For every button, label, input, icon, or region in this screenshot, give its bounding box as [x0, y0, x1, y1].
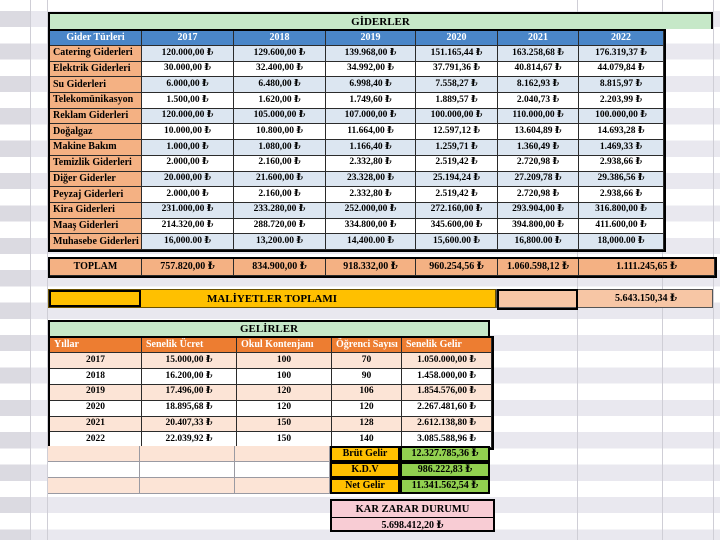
- toplam-value-cell[interactable]: 918.332,00 ₺: [326, 259, 416, 276]
- gelir-header-cell[interactable]: Öğrenci Sayısı: [332, 338, 402, 353]
- gelir-value-cell[interactable]: 100: [237, 369, 332, 385]
- gider-value-cell[interactable]: 29.386,56 ₺: [579, 172, 664, 188]
- gelir-value-cell[interactable]: 70: [332, 353, 402, 369]
- gider-value-cell[interactable]: 288.720,00 ₺: [234, 219, 326, 235]
- gider-value-cell[interactable]: 27.209,78 ₺: [498, 172, 579, 188]
- gider-value-cell[interactable]: 13.604,89 ₺: [498, 124, 579, 140]
- maliyetler-label: MALİYETLER TOPLAMI: [206, 292, 338, 305]
- gider-value-cell[interactable]: 2.160,00 ₺: [234, 187, 326, 203]
- gider-value-cell[interactable]: 21.600,00 ₺: [234, 172, 326, 188]
- toplam-value-cell[interactable]: 1.060.598,12 ₺: [498, 259, 579, 276]
- gider-header-cell[interactable]: Gider Türleri: [50, 31, 142, 46]
- gider-value-cell[interactable]: 110.000,00 ₺: [498, 109, 579, 125]
- giderler-grid: [48, 29, 666, 252]
- sheet-gridline: [30, 0, 31, 540]
- gelir-value-cell[interactable]: 20.407,33 ₺: [142, 417, 237, 433]
- gelir-value-cell[interactable]: 1.854.576,00 ₺: [402, 385, 492, 401]
- gider-value-cell[interactable]: 30.000,00 ₺: [142, 62, 234, 78]
- gider-value-cell[interactable]: 2.938,66 ₺: [579, 187, 664, 203]
- gelir-value-cell[interactable]: 90: [332, 369, 402, 385]
- gelir-header-cell[interactable]: Senelik Gelir: [402, 338, 492, 353]
- empty-cell[interactable]: [235, 462, 330, 478]
- gider-value-cell[interactable]: 18,000.00 ₺: [579, 234, 664, 250]
- gider-value-cell[interactable]: 1.166,40 ₺: [326, 140, 416, 156]
- gider-value-cell[interactable]: 37.791,36 ₺: [416, 62, 498, 78]
- gider-value-cell[interactable]: 13,200.00 ₺: [234, 234, 326, 250]
- gider-value-cell[interactable]: 14.693,28 ₺: [579, 124, 664, 140]
- gider-value-cell[interactable]: 8.162,93 ₺: [498, 77, 579, 93]
- toplam-row: [48, 257, 717, 278]
- gider-value-cell[interactable]: 1.889,57 ₺: [416, 93, 498, 109]
- maliyetler-row: [48, 289, 713, 308]
- gider-value-cell[interactable]: 25.194,24 ₺: [416, 172, 498, 188]
- gelir-value-cell[interactable]: 100: [237, 353, 332, 369]
- gider-value-cell[interactable]: 2.332,80 ₺: [326, 187, 416, 203]
- gelir-year-cell[interactable]: 2020: [50, 401, 142, 417]
- sheet-left-margin: [0, 11, 30, 540]
- gider-value-cell[interactable]: 411.600,00 ₺: [579, 219, 664, 235]
- gider-value-cell[interactable]: 11.664,00 ₺: [326, 124, 416, 140]
- gelir-header-cell[interactable]: Senelik Ücret: [142, 338, 237, 353]
- kar-zarar-value: 5.698.412,20 ₺: [381, 519, 444, 531]
- gider-value-cell[interactable]: 40.814,67 ₺: [498, 62, 579, 78]
- toplam-value-cell[interactable]: 960.254,56 ₺: [416, 259, 498, 276]
- gider-value-cell[interactable]: 2.040,73 ₺: [498, 93, 579, 109]
- gelirler-title: GELİRLER: [239, 323, 299, 335]
- gider-value-cell[interactable]: 2.720,98 ₺: [498, 156, 579, 172]
- maliyetler-value-band[interactable]: [496, 289, 713, 308]
- gider-row-label[interactable]: Telekomünikasyon: [50, 93, 142, 109]
- gider-value-cell[interactable]: 6.998,40 ₺: [326, 77, 416, 93]
- gelir-value-cell[interactable]: 1.050.000,00 ₺: [402, 353, 492, 369]
- summary-value-cell[interactable]: 12.327.785,36 ₺: [400, 446, 490, 462]
- gider-row-label[interactable]: Kira Giderleri: [50, 203, 142, 219]
- gider-value-cell[interactable]: 100.000,00 ₺: [416, 109, 498, 125]
- gider-value-cell[interactable]: 1.500,00 ₺: [142, 93, 234, 109]
- gider-value-cell[interactable]: 2.519,42 ₺: [416, 187, 498, 203]
- gider-row-label[interactable]: Peyzaj Giderleri: [50, 187, 142, 203]
- gelir-year-cell[interactable]: 2018: [50, 369, 142, 385]
- gelir-value-cell[interactable]: 17.496,00 ₺: [142, 385, 237, 401]
- maliyetler-banner[interactable]: [48, 289, 496, 308]
- empty-cell[interactable]: [140, 462, 235, 478]
- gelir-value-cell[interactable]: 106: [332, 385, 402, 401]
- summary-label-cell[interactable]: K.D.V: [330, 462, 400, 478]
- gider-value-cell[interactable]: 2.000,00 ₺: [142, 156, 234, 172]
- summary-value-cell[interactable]: 11.341.562,54 ₺: [400, 478, 490, 494]
- toplam-value-cell[interactable]: 834.900,00 ₺: [234, 259, 326, 276]
- giderler-title: GİDERLER: [351, 15, 410, 28]
- gelir-value-cell[interactable]: 1.458.000,00 ₺: [402, 369, 492, 385]
- empty-cell[interactable]: [48, 462, 140, 478]
- gider-value-cell[interactable]: 1.360,49 ₺: [498, 140, 579, 156]
- empty-cell[interactable]: [48, 446, 140, 462]
- gelir-year-cell[interactable]: 2017: [50, 353, 142, 369]
- gider-value-cell[interactable]: 2.519,42 ₺: [416, 156, 498, 172]
- gider-value-cell[interactable]: 293.904,00 ₺: [498, 203, 579, 219]
- kar-zarar-box[interactable]: [330, 499, 495, 532]
- gider-value-cell[interactable]: 6.480,00 ₺: [234, 77, 326, 93]
- gider-value-cell[interactable]: 120.000,00 ₺: [142, 46, 234, 62]
- gider-value-cell[interactable]: 2.938,66 ₺: [579, 156, 664, 172]
- gelir-year-cell[interactable]: 2019: [50, 385, 142, 401]
- gider-value-cell[interactable]: 105.000,00 ₺: [234, 109, 326, 125]
- gider-header-cell[interactable]: 2022: [579, 31, 664, 46]
- gider-value-cell[interactable]: 129.600,00 ₺: [234, 46, 326, 62]
- empty-cell[interactable]: [235, 478, 330, 494]
- gider-value-cell[interactable]: 12.597,12 ₺: [416, 124, 498, 140]
- gider-value-cell[interactable]: 16,800.00 ₺: [498, 234, 579, 250]
- gelir-value-cell[interactable]: 150: [237, 432, 332, 448]
- gelir-year-cell[interactable]: 2021: [50, 417, 142, 433]
- maliyetler-corner-cell[interactable]: [49, 290, 141, 307]
- gelir-value-cell[interactable]: 120: [237, 385, 332, 401]
- gider-value-cell[interactable]: 34.992,00 ₺: [326, 62, 416, 78]
- kar-zarar-title: KAR ZARAR DURUMU: [332, 501, 493, 518]
- gelir-header-cell[interactable]: Yıllar: [50, 338, 142, 353]
- gider-value-cell[interactable]: 120.000,00 ₺: [142, 109, 234, 125]
- gider-value-cell[interactable]: 1.469,33 ₺: [579, 140, 664, 156]
- gider-value-cell[interactable]: 139.968,00 ₺: [326, 46, 416, 62]
- empty-cell[interactable]: [235, 446, 330, 462]
- giderler-banner[interactable]: [48, 12, 713, 29]
- gider-value-cell[interactable]: 100.000,00 ₺: [579, 109, 664, 125]
- toplam-label[interactable]: TOPLAM: [50, 259, 142, 276]
- gider-value-cell[interactable]: 252.000,00 ₺: [326, 203, 416, 219]
- toplam-value-cell[interactable]: 757.820,00 ₺: [142, 259, 234, 276]
- gelir-value-cell[interactable]: 120: [332, 401, 402, 417]
- gider-row-label[interactable]: Temizlik Giderleri: [50, 156, 142, 172]
- gider-value-cell[interactable]: 8.815,97 ₺: [579, 77, 664, 93]
- summary-value-cell[interactable]: 986.222,83 ₺: [400, 462, 490, 478]
- gider-value-cell[interactable]: 1.259,71 ₺: [416, 140, 498, 156]
- gelir-year-cell[interactable]: 2022: [50, 432, 142, 448]
- gider-value-cell[interactable]: 14,400.00 ₺: [326, 234, 416, 250]
- empty-cell[interactable]: [48, 478, 140, 494]
- gider-value-cell[interactable]: 1.620,00 ₺: [234, 93, 326, 109]
- gider-value-cell[interactable]: 20.000,00 ₺: [142, 172, 234, 188]
- gider-header-cell[interactable]: 2021: [498, 31, 579, 46]
- gider-row-label[interactable]: Reklam Giderleri: [50, 109, 142, 125]
- gider-value-cell[interactable]: 44.079,84 ₺: [579, 62, 664, 78]
- maliyetler-empty-cell[interactable]: [497, 289, 578, 310]
- gider-value-cell[interactable]: 6.000,00 ₺: [142, 77, 234, 93]
- gider-row-label[interactable]: Muhasebe Giderleri: [50, 234, 142, 250]
- gider-row-label[interactable]: Su Giderleri: [50, 77, 142, 93]
- gelir-value-cell[interactable]: 140: [332, 432, 402, 448]
- gider-row-label[interactable]: Maaş Giderleri: [50, 219, 142, 235]
- gider-value-cell[interactable]: 32.400,00 ₺: [234, 62, 326, 78]
- gider-value-cell[interactable]: 15,600.00 ₺: [416, 234, 498, 250]
- gider-row-label[interactable]: Makine Bakım: [50, 140, 142, 156]
- gelir-value-cell[interactable]: 16.200,00 ₺: [142, 369, 237, 385]
- summary-label-cell[interactable]: Net Gelir: [330, 478, 400, 494]
- gider-header-cell[interactable]: 2017: [142, 31, 234, 46]
- gider-value-cell[interactable]: 1.749,60 ₺: [326, 93, 416, 109]
- gider-value-cell[interactable]: 16,000.00 ₺: [142, 234, 234, 250]
- gider-value-cell[interactable]: 7.558,27 ₺: [416, 77, 498, 93]
- gider-value-cell[interactable]: 394.800,00 ₺: [498, 219, 579, 235]
- gelir-value-cell[interactable]: 150: [237, 417, 332, 433]
- gider-value-cell[interactable]: 316.800,00 ₺: [579, 203, 664, 219]
- gider-value-cell[interactable]: 176.319,37 ₺: [579, 46, 664, 62]
- summary-label-cell[interactable]: Brüt Gelir: [330, 446, 400, 462]
- gider-value-cell[interactable]: 10.800,00 ₺: [234, 124, 326, 140]
- gider-header-cell[interactable]: 2018: [234, 31, 326, 46]
- gider-row-label[interactable]: Catering Giderleri: [50, 46, 142, 62]
- gider-value-cell[interactable]: 151.165,44 ₺: [416, 46, 498, 62]
- gelirler-summary-grid: [48, 446, 490, 494]
- gider-value-cell[interactable]: 272.160,00 ₺: [416, 203, 498, 219]
- gelir-value-cell[interactable]: 15.000,00 ₺: [142, 353, 237, 369]
- gider-row-label[interactable]: Doğalgaz: [50, 124, 142, 140]
- empty-cell[interactable]: [140, 478, 235, 494]
- gider-value-cell[interactable]: 345.600,00 ₺: [416, 219, 498, 235]
- gider-header-cell[interactable]: 2019: [326, 31, 416, 46]
- sheet-top-strip: [0, 0, 720, 11]
- gelir-value-cell[interactable]: 18.895,68 ₺: [142, 401, 237, 417]
- gider-row-label[interactable]: Elektrik Giderleri: [50, 62, 142, 78]
- gelir-header-cell[interactable]: Okul Kontenjanı: [237, 338, 332, 353]
- gider-value-cell[interactable]: 2.720,98 ₺: [498, 187, 579, 203]
- empty-cell[interactable]: [140, 446, 235, 462]
- maliyetler-value: 5.643.150,34 ₺: [615, 293, 677, 304]
- gider-value-cell[interactable]: 231.000,00 ₺: [142, 203, 234, 219]
- gider-value-cell[interactable]: 23.328,00 ₺: [326, 172, 416, 188]
- gelirler-banner[interactable]: [48, 320, 490, 336]
- gider-value-cell[interactable]: 107.000,00 ₺: [326, 109, 416, 125]
- gider-value-cell[interactable]: 10.000,00 ₺: [142, 124, 234, 140]
- gider-value-cell[interactable]: 214.320,00 ₺: [142, 219, 234, 235]
- gider-value-cell[interactable]: 2.000,00 ₺: [142, 187, 234, 203]
- toplam-value-cell[interactable]: 1.111.245,65 ₺: [579, 259, 715, 276]
- gelir-value-cell[interactable]: 2.612.138,80 ₺: [402, 417, 492, 433]
- gelirler-grid: [48, 336, 494, 450]
- gider-value-cell[interactable]: 163.258,68 ₺: [498, 46, 579, 62]
- gider-header-cell[interactable]: 2020: [416, 31, 498, 46]
- gelir-value-cell[interactable]: 2.267.481,60 ₺: [402, 401, 492, 417]
- gider-row-label[interactable]: Diğer Giderler: [50, 172, 142, 188]
- gider-value-cell[interactable]: 1.080,00 ₺: [234, 140, 326, 156]
- gider-value-cell[interactable]: 2.160,00 ₺: [234, 156, 326, 172]
- gelir-value-cell[interactable]: 128: [332, 417, 402, 433]
- gelir-value-cell[interactable]: 120: [237, 401, 332, 417]
- gelir-value-cell[interactable]: 3.085.588,96 ₺: [402, 432, 492, 448]
- gelir-value-cell[interactable]: 22.039,92 ₺: [142, 432, 237, 448]
- gider-value-cell[interactable]: 233.280,00 ₺: [234, 203, 326, 219]
- gider-value-cell[interactable]: 2.203,99 ₺: [579, 93, 664, 109]
- gider-value-cell[interactable]: 2.332,80 ₺: [326, 156, 416, 172]
- gider-value-cell[interactable]: 1.000,00 ₺: [142, 140, 234, 156]
- gider-value-cell[interactable]: 334.800,00 ₺: [326, 219, 416, 235]
